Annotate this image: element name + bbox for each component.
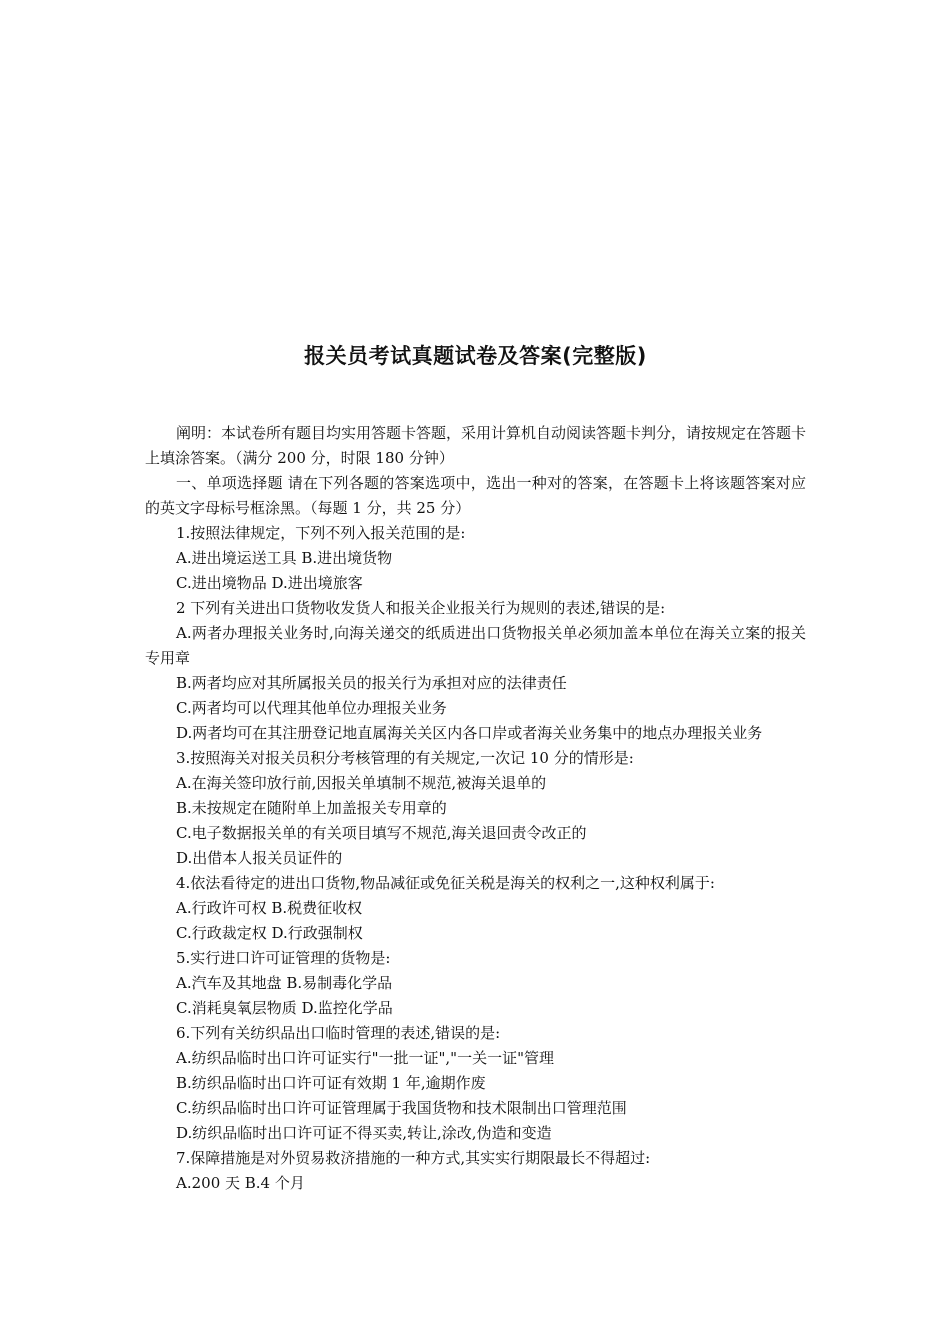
question-2-option-d: D.两者均可在其注册登记地直属海关关区内各口岸或者海关业务集中的地点办理报关业务	[176, 724, 763, 742]
question-3-option-c: C.电子数据报关单的有关项目填写不规范,海关退回责令改正的	[176, 824, 587, 842]
question-7-options-ab: A.200 天 B.4 个月	[176, 1174, 305, 1192]
question-6-option-b: B.纺织品临时出口许可证有效期 1 年,逾期作废	[176, 1074, 486, 1092]
question-2-option-c: C.两者均可以代理其他单位办理报关业务	[176, 699, 447, 717]
question-2: 2 下列有关进出口货物收发货人和报关企业报关行为规则的表述,错误的是:	[176, 599, 666, 617]
question-1-options-ab: A.进出境运送工具 B.进出境货物	[176, 549, 393, 567]
question-5-options-ab: A.汽车及其地盘 B.易制毒化学品	[176, 974, 393, 992]
question-4: 4.依法看待定的进出口货物,物品减征或免征关税是海关的权利之一,这种权利属于:	[176, 874, 715, 892]
question-7: 7.保障措施是对外贸易救济措施的一种方式,其实实行期限最长不得超过:	[176, 1149, 651, 1167]
question-3-option-d: D.出借本人报关员证件的	[176, 849, 343, 867]
document-title: 报关员考试真题试卷及答案(完整版)	[304, 344, 647, 368]
question-6-option-c: C.纺织品临时出口许可证管理属于我国货物和技术限制出口管理范围	[176, 1099, 627, 1117]
question-1-options-cd: C.进出境物品 D.进出境旅客	[176, 574, 363, 592]
question-3-option-a: A.在海关签印放行前,因报关单填制不规范,被海关退单的	[176, 774, 547, 792]
question-3-option-b: B.未按规定在随附单上加盖报关专用章的	[176, 799, 447, 817]
question-4-options-cd: C.行政裁定权 D.行政强制权	[176, 924, 363, 942]
question-2-option-a: A.两者办理报关业务时,向海关递交的纸质进出口货物报关单必须加盖本单位在海关立案的报关专用章	[145, 624, 806, 667]
question-2-option-b: B.两者均应对其所属报关员的报关行为承担对应的法律责任	[176, 674, 567, 692]
question-6: 6.下列有关纺织品出口临时管理的表述,错误的是:	[176, 1024, 501, 1042]
question-5-options-cd: C.消耗臭氧层物质 D.监控化学品	[176, 999, 393, 1017]
question-3: 3.按照海关对报关员积分考核管理的有关规定,一次记 10 分的情形是:	[176, 749, 634, 767]
section-heading-paragraph: 一、单项选择题 请在下列各题的答案选项中，选出一种对的答案，在答题卡上将该题答案对应的英文字母标号框涂黑。（每题 1 分，共 25 分）	[145, 474, 806, 517]
instructions-paragraph: 阐明：本试卷所有题目均实用答题卡答题，采用计算机自动阅读答题卡判分，请按规定在答题卡上填涂答案。（满分 200 分，时限 180 分钟）	[145, 424, 807, 467]
question-6-option-a: A.纺织品临时出口许可证实行"一批一证","一关一证"管理	[176, 1049, 554, 1067]
question-5: 5.实行进口许可证管理的货物是:	[176, 949, 391, 967]
document-body	[145, 421, 806, 1196]
question-6-option-d: D.纺织品临时出口许可证不得买卖,转让,涂改,伪造和变造	[176, 1124, 552, 1142]
question-1: 1.按照法律规定，下列不列入报关范围的是:	[176, 524, 466, 542]
question-4-options-ab: A.行政许可权 B.税费征收权	[176, 899, 363, 917]
